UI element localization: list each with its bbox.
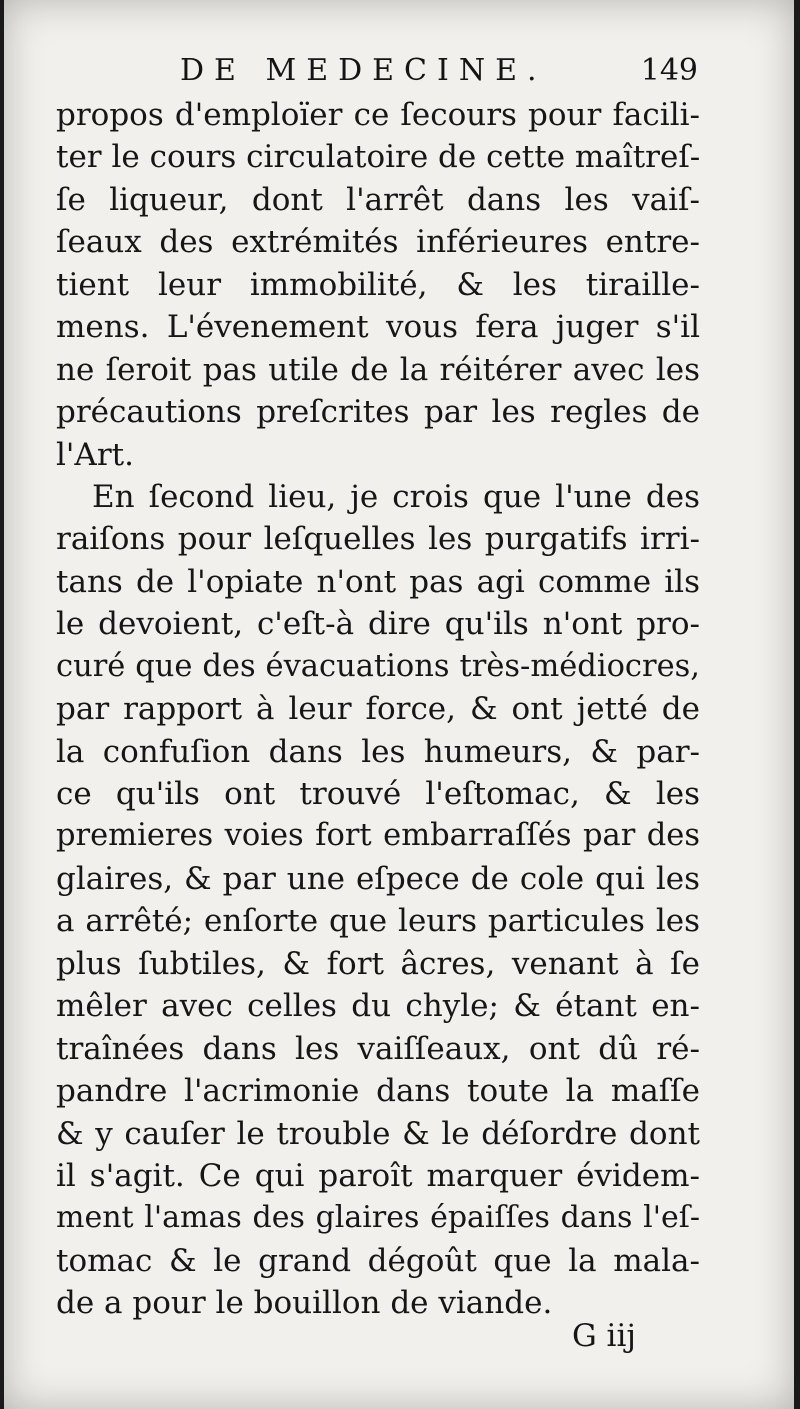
signature-mark: G iij <box>571 1318 636 1354</box>
text-line: ment l'amas des glaires épaiſſes dans l'eſ- <box>56 1200 700 1236</box>
book-page <box>4 0 794 1409</box>
text-line: glaires, & par une eſpece de cole qui les <box>56 860 700 897</box>
text-line: plus ſubtiles, & fort âcres, venant à ſe <box>56 945 700 982</box>
text-line: premieres voies fort embarraſſés par des <box>56 818 700 854</box>
body-text <box>56 94 700 1325</box>
text-line: ce qu'ils ont trouvé l'eſtomac, & les <box>56 776 700 812</box>
text-line: tomac & le grand dégoût que la mala- <box>56 1242 700 1279</box>
text-line: curé que des évacuations très-médiocres, <box>56 648 700 684</box>
text-line: mens. L'évenement vous fera juger s'il <box>56 309 700 346</box>
text-line: il s'agit. Ce qui paroît marquer évidem- <box>56 1157 700 1194</box>
text-line: le devoient, c'eſt-à dire qu'ils n'ont pro- <box>56 606 700 643</box>
text-line: ne ſeroit pas utile de la réitérer avec les <box>56 351 700 388</box>
paragraph-end-line: de a pour le bouillon de viande. <box>56 1285 553 1322</box>
running-head <box>54 48 698 94</box>
text-line: propos d'emploïer ce ſecours pour facili- <box>56 97 700 133</box>
text-line: la confuſion dans les humeurs, & par- <box>56 733 700 770</box>
text-line: par rapport à leur force, & ont jetté de <box>56 691 700 728</box>
text-line: précautions preſcrites par les regles de <box>56 394 700 431</box>
text-line: traînées dans les vaiſſeaux, ont dû ré- <box>56 1030 700 1067</box>
text-line: tans de l'opiate n'ont pas agi comme ils <box>56 563 700 600</box>
text-line: pandre l'acrimonie dans toute la maſſe <box>56 1073 700 1110</box>
page-number: 149 <box>640 53 698 88</box>
text-line: a arrêté; enſorte que leurs particules les <box>56 903 700 940</box>
paragraph-end-line: l'Art. <box>56 436 134 473</box>
text-line: tient leur immobilité, & les tiraille- <box>56 266 700 303</box>
running-title: DE MEDECINE. <box>180 53 547 88</box>
paragraph-first-line: En ſecond lieu, je crois que l'une des <box>92 478 700 515</box>
text-line: raiſons pour leſquelles les purgatifs irri- <box>56 521 700 558</box>
text-line: ter le cours circulatoire de cette maîtreſ- <box>56 139 701 176</box>
text-line: ſe liqueur, dont l'arrêt dans les vaiſ- <box>56 181 700 218</box>
text-line: & y cauſer le trouble & le déſordre dont <box>56 1115 700 1152</box>
text-line: ſeaux des extrémités inférieures entre- <box>56 224 700 261</box>
text-line: mêler avec celles du chyle; & étant en- <box>56 988 700 1025</box>
